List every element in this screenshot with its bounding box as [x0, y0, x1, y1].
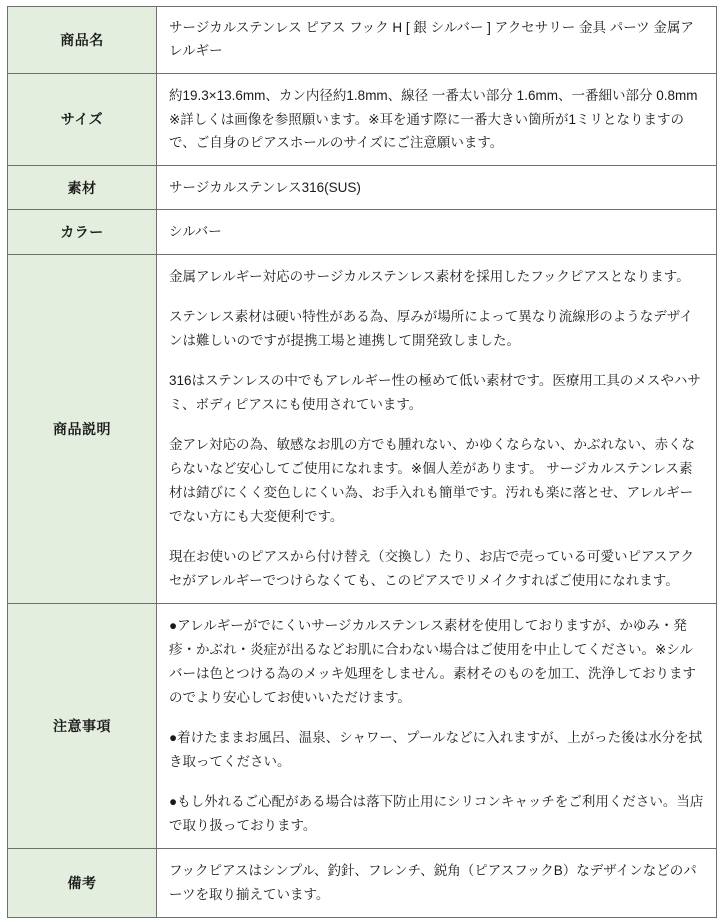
- row-value-product-name: [157, 7, 717, 74]
- row-header-product-name: 商品名: [8, 7, 157, 74]
- row-value-remarks: [157, 849, 717, 917]
- row-value-size: [157, 73, 717, 165]
- row-header-precautions: 注意事項: [8, 604, 157, 849]
- paragraph: ●着けたままお風呂、温泉、シャワー、プールなどに入れますが、上がった後は水分を拭き取ってください。: [169, 730, 703, 770]
- row-header-color: カラー: [8, 210, 157, 255]
- row-value-description: [157, 255, 717, 604]
- paragraph: 現在お使いのピアスから付け替え（交換し）たり、お店で売っている可愛いピアスアクセがアレルギーでつけらなくても、このピアスでリメイクすればご使用になれます。: [169, 549, 695, 589]
- row-header-remarks: 備考: [8, 849, 157, 917]
- paragraph: 約19.3×13.6mm、カン内径約1.8mm、線径 一番太い部分 1.6mm、一番細い部分 0.8mm ※詳しくは画像を参照願います。※耳を通す際に一番大きい箇所が1ミリとなりますので、ご自身のピアスホールのサイズにご注意願います。: [169, 87, 698, 151]
- paragraph: サージカルステンレス316(SUS): [169, 179, 361, 195]
- paragraph: サージカルステンレス ピアス フック H [ 銀 シルバー ] アクセサリー 金具 パーツ 金属アレルギー: [169, 20, 694, 58]
- row-value-color: [157, 210, 717, 255]
- paragraph: ●もし外れるご心配がある場合は落下防止用にシリコンキャッチをご利用ください。当店で取り扱っております。: [169, 794, 704, 834]
- table-row: [8, 604, 717, 849]
- table-row: [8, 7, 717, 74]
- paragraph: 316はステンレスの中でもアレルギー性の極めて低い素材です。医療用工具のメスやハサミ、ボディピアスにも使用されています。: [169, 373, 701, 413]
- paragraph: シルバー: [169, 224, 222, 240]
- table-row: [8, 849, 717, 917]
- table-row: [8, 165, 717, 210]
- row-header-size: サイズ: [8, 73, 157, 165]
- spec-table-body: [8, 7, 717, 918]
- table-row: [8, 210, 717, 255]
- row-header-material: 素材: [8, 165, 157, 210]
- product-spec-table: [7, 6, 717, 918]
- row-value-precautions: [157, 604, 717, 849]
- paragraph: 金属アレルギー対応のサージカルステンレス素材を採用したフックピアスとなります。: [169, 269, 690, 284]
- paragraph: ●アレルギーがでにくいサージカルステンレス素材を使用しておりますが、かゆみ・発疹・かぶれ・炎症が出るなどお肌に合わない場合はご使用を中止してください。※シルバーは色とつける為のメッキ処理をしません。素材そのものを加工、洗浄しておりますのでより安心してお使いいただけます。: [169, 618, 697, 706]
- row-value-material: [157, 165, 717, 210]
- paragraph: 金アレ対応の為、敏感なお肌の方でも腫れない、かゆくならない、かぶれない、赤くならないなど安心してご使用になれます。※個人差があります。 サージカルステンレス素材は錆びにくく変色しにくい為、お手入れも簡単です。汚れも楽に落とせ、アレルギーでない方にも大変便利です。: [169, 437, 695, 525]
- row-header-description: 商品説明: [8, 255, 157, 604]
- paragraph: フックピアスはシンプル、釣針、フレンチ、鋭角（ピアスフックB）なデザインなどのパーツを取り揃えています。: [169, 863, 697, 902]
- table-row: [8, 73, 717, 165]
- table-row: [8, 255, 717, 604]
- paragraph: ステンレス素材は硬い特性がある為、厚みが場所によって異なり流線形のようなデザインは難しいのですが提携工場と連携して開発致しました。: [169, 309, 693, 349]
